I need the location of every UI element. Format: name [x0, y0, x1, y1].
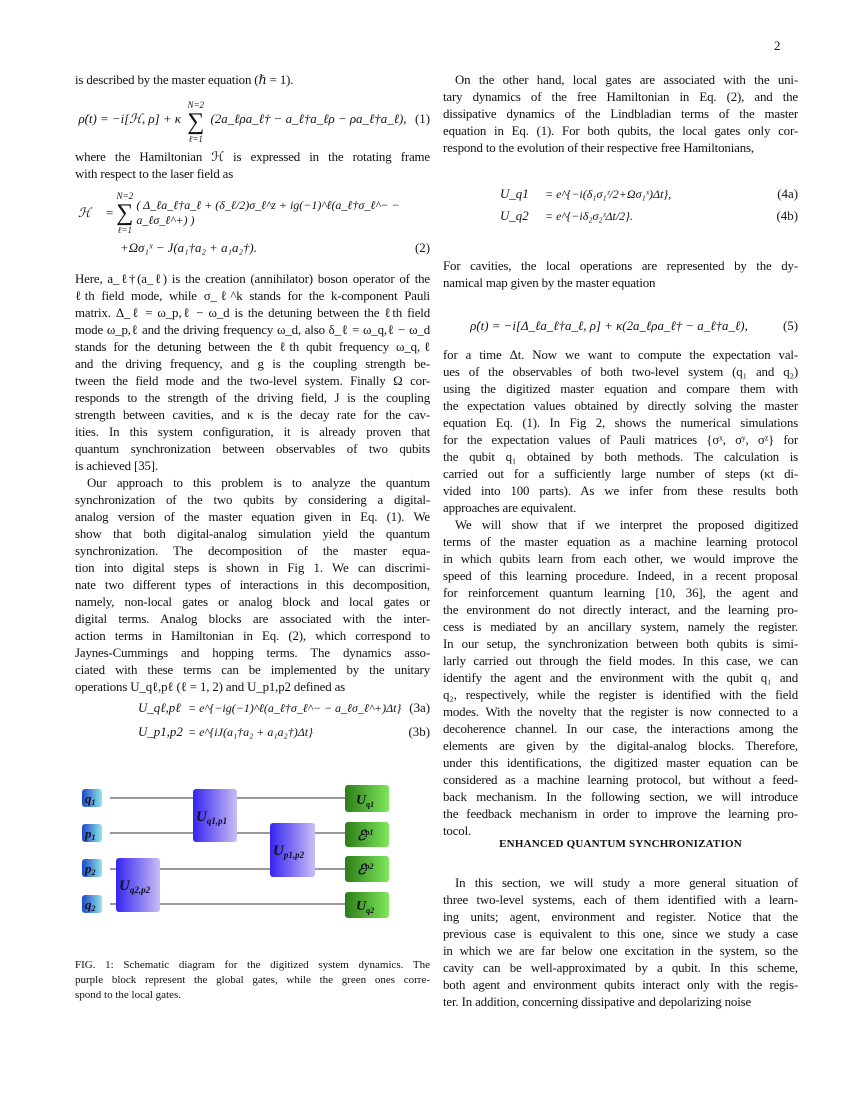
- sum-symbol: ∑ N=2 ℓ=1: [187, 100, 205, 144]
- text-line: modes. With the novelty that the register is now connected to a: [443, 705, 798, 719]
- equals-sign: =: [106, 205, 114, 220]
- equation-number: (4b): [776, 209, 798, 223]
- text-line: elements are given by the digital-analog blocks. Therefore,: [443, 739, 798, 753]
- text-line: cess is mediated by an ancillary system, namely the register.: [443, 620, 798, 634]
- text-line: cavity can be well-approximated by a qubit. In this scheme,: [443, 961, 798, 975]
- text-line: nate two different types of interactions in this decomposition,: [75, 578, 430, 592]
- equation-3a-rhs: = e^{−ig(−1)^ℓ(a_ℓ†σ_ℓ^− − a_ℓσ_ℓ^+)Δt}: [188, 701, 402, 715]
- text-line: is achieved [35].: [75, 459, 158, 473]
- text-line: equation Eq. (1). In Fig 2, shows the numerical simulations: [443, 416, 798, 430]
- text-line: Jaynes-Cummings and hopping terms. The dynamics asso-: [75, 646, 430, 660]
- text-line: equation in Eq. (1). For both qubits, the local gates only cor-: [443, 124, 798, 138]
- local-gates-paragraph: [443, 72, 798, 157]
- equation-2-lhs: ℋ: [78, 205, 91, 220]
- text-line: is described by the master equation (ℏ = 1).: [75, 73, 294, 87]
- equation-4b: [500, 208, 798, 225]
- input-label-p1: p1: [85, 826, 96, 842]
- learning-paragraph: [443, 517, 798, 840]
- text-line: terms of the master equation as a machine learning protocol: [443, 535, 798, 549]
- equation-4a-lhs: U_q1: [500, 187, 529, 201]
- equation-number: (5): [782, 319, 798, 333]
- text-line: tion into digital steps is shown in Fig 1. We can discrimi-: [75, 561, 430, 575]
- text-line: for reinforcement quantum learning [10, 36], the agent and: [443, 586, 798, 600]
- sum-lower-limit: ℓ=1: [188, 134, 203, 144]
- text-line: larly carried out through the field modes. In this case, we can: [443, 654, 798, 668]
- equation-1-lhs: ρ̇(t) = −i[ℋ, ρ] + κ: [78, 112, 181, 126]
- text-line: tary dynamics of the free Hamiltonian in Eq. (2), and the: [443, 90, 798, 104]
- gate-label-u-p1-p2: $U_{p1,p2}$: [273, 843, 305, 860]
- equation-4b-rhs: = e^{−iδ₂σ₂ᶻΔt/2}.: [545, 209, 633, 223]
- equation-number: (2): [414, 241, 430, 255]
- sum-lower-limit: ℓ=1: [117, 225, 132, 235]
- text-line: previous case is equivalent to this one, since we study a case: [443, 927, 798, 941]
- sum-upper-limit: N=2: [187, 100, 205, 110]
- text-line: the qubit q₁ obtained by both methods. The calculation is: [443, 450, 798, 464]
- hamiltonian-paragraph: [75, 149, 430, 183]
- equation-3a: [138, 700, 430, 717]
- text-line: synchronization. The decomposition of the master equa-: [75, 544, 430, 558]
- text-line: with respect to the laser field as: [75, 167, 234, 181]
- text-line: ing units; agent, environment and register. Notice that the: [443, 910, 798, 924]
- text-line: strength between cavities, and κ is the decay rate for the cav-: [75, 408, 430, 422]
- equation-4a: [500, 186, 798, 203]
- equation-2-line-2-text: +Ωσ₁ˣ − J(a₁†a₂ + a₁a₂†).: [120, 241, 257, 255]
- text-line: carried out for a sufficiently large number of steps (κt di-: [443, 467, 798, 481]
- input-label-p2: p2: [85, 861, 96, 877]
- text-line: We will show that if we interpret the proposed digitized: [455, 518, 798, 532]
- cavities-paragraph: [443, 258, 798, 292]
- text-line: the expectation values obtained by directly solving the master: [443, 399, 798, 413]
- text-line: three two-level systems, each of them identified with a learn-: [443, 893, 798, 907]
- equation-number: (3b): [408, 725, 430, 739]
- local-gate-label-e-p2: ℰ$^{p2}$: [357, 862, 374, 878]
- text-line: purple block represent the global gates, while the green ones corre-: [75, 974, 430, 986]
- text-line: respond to the evolution of their respective free Hamiltonians,: [443, 141, 754, 155]
- equation-3b-rhs: = e^{iJ(a₁†a₂ + a₁a₂†)Δt}: [188, 725, 313, 739]
- section-paragraph: [443, 875, 798, 1011]
- text-line: show that both digital-analog simulation yield the quantum: [75, 527, 430, 541]
- gate-label-u-q2-p2: $U_{q2,p2}$: [119, 878, 151, 895]
- equation-3b-lhs: U_p1,p2: [138, 725, 183, 739]
- text-line: the environment do not directly interact, and the learning pro-: [443, 603, 798, 617]
- text-line: decoherence channel. In our case, the interactions among the: [443, 722, 798, 736]
- text-line: in which we are far below one excitation in the system, so the: [443, 944, 798, 958]
- text-line: ciated with these terms can be implemented by the unitary: [75, 663, 430, 677]
- here-paragraph: [75, 271, 430, 475]
- equation-2-line-2: [120, 240, 430, 257]
- sum-upper-limit: N=2: [116, 191, 134, 201]
- text-line: namely, non-local gates or analog block and local gates or: [75, 595, 430, 609]
- equation-5-body: ρ̇(t) = −i[Δ_ℓa_ℓ†a_ℓ, ρ] + κ(2a_ℓρa_ℓ† − a_ℓ†a_ℓ),: [470, 319, 748, 333]
- approach-paragraph: [75, 475, 430, 696]
- equation-4a-rhs: = e^{−i(δ₁σ₁ᶻ/2+Ωσ₁ˣ)Δt},: [545, 187, 672, 201]
- equation-5: [443, 318, 798, 335]
- local-gate-label-e-p1: ℰ$^{p1}$: [357, 828, 374, 844]
- text-line: action terms in Hamiltonian in Eq. (2), which correspond to: [75, 629, 430, 643]
- text-line: dissipative dynamics of the Lindbladian terms of the master: [443, 107, 798, 121]
- text-line: operations U_qℓ,pℓ (ℓ = 1, 2) and U_p1,p2 defined as: [75, 680, 346, 694]
- text-line: namical map given by the master equation: [443, 276, 656, 290]
- equation-number: (3a): [409, 701, 431, 715]
- equation-3a-lhs: U_qℓ,pℓ: [138, 701, 181, 715]
- text-line: responds to the strength of the driving field, J is the coupling: [75, 391, 430, 405]
- text-line: tween the field mode and the two-level system. Finally Ω cor-: [75, 374, 430, 388]
- local-gate-label-u-q1: $U_{q1}$: [356, 793, 375, 809]
- intro-paragraph: [75, 72, 430, 89]
- local-gate-label-u-q2: $U_{q2}$: [356, 899, 375, 915]
- page-number: 2: [774, 38, 781, 53]
- text-line: ities. In this system configuration, it is already proven that: [75, 425, 430, 439]
- input-nodes: [82, 789, 102, 913]
- equation-2: [78, 191, 430, 235]
- text-line: q₂, respectively, while the register is identified with the field: [443, 688, 798, 702]
- text-line: Our approach to this problem is to analyze the quantum: [87, 476, 430, 490]
- text-line: In this section, we will study a more general situation of: [455, 876, 798, 890]
- text-line: matrix. Δ_ℓ = ω_p,ℓ − ω_d is the detuning between the ℓth field: [75, 306, 430, 320]
- text-line: for the expectation values of Pauli matrices {σˣ, σʸ, σᶻ} for: [443, 433, 798, 447]
- time-paragraph: [443, 347, 798, 517]
- text-line: ter. In addition, concerning dissipative and depolarizing noise: [443, 995, 752, 1009]
- gate-label-u-q1-p1: $U_{q1,p1}$: [196, 809, 228, 826]
- text-line: ues of the observables of both two-level system (q₁ and q₂): [443, 365, 798, 379]
- text-line: stands for the detuning between the ℓth qubit frequency ω_q,ℓ: [75, 340, 430, 354]
- text-line: where the Hamiltonian ℋ is expressed in the rotating frame: [75, 150, 430, 164]
- text-line: On the other hand, local gates are associated with the uni-: [455, 73, 798, 87]
- text-line: back mechanism. In the following section, we will introduce: [443, 790, 798, 804]
- text-line: spond to the local gates.: [75, 989, 182, 1001]
- text-line: approaches are equivalent.: [443, 501, 577, 515]
- equation-number: (4a): [777, 187, 798, 201]
- circuit-diagram: [70, 770, 400, 930]
- text-line: using the digitized master equation and compare them with: [443, 382, 798, 396]
- equation-2-line-1: ( Δ_ℓa_ℓ†a_ℓ + (δ_ℓ/2)σ_ℓ^z + ig(−1)^ℓ(a_ℓ†σ_ℓ^− − a_ℓσ_ℓ^+) ): [136, 198, 400, 227]
- text-line: In our setup, the synchronization between both qubits is simi-: [443, 637, 798, 651]
- equation-1: [78, 100, 430, 144]
- text-line: identify the agent and the environment with the qubit q₁ and: [443, 671, 798, 685]
- text-line: tocol.: [443, 824, 472, 838]
- input-label-q1: q1: [85, 791, 96, 807]
- text-line: digital terms. Analog blocks are associated with the inter-: [75, 612, 430, 626]
- text-line: for a time Δt. Now we want to compute the expectation val-: [443, 348, 798, 362]
- section-heading: ENHANCED QUANTUM SYNCHRONIZATION: [499, 838, 742, 850]
- equation-3b: [138, 724, 430, 741]
- input-label-q2: q2: [85, 897, 96, 913]
- text-line: both agent and environment qubits interact only with the regis-: [443, 978, 798, 992]
- text-line: vided into 100 parts). As we infer from these results both: [443, 484, 798, 498]
- text-line: analog version of the master equation given in Eq. (1). We: [75, 510, 430, 524]
- text-line: and the driving frequency, and g is the coupling strength be-: [75, 357, 430, 371]
- text-line: the feedback mechanism in order to improve the learning pro-: [443, 807, 798, 821]
- sum-symbol: ∑ N=2 ℓ=1: [116, 191, 134, 235]
- text-line: speed of this learning procedure. Indeed, in a recent proposal: [443, 569, 798, 583]
- text-line: ℓth field mode, while σ_ℓ^k stands for the k-component Pauli: [75, 289, 430, 303]
- text-line: Here, a_ℓ†(a_ℓ) is the creation (annihilator) boson operator of the: [75, 272, 430, 286]
- text-line: synchronization of the two qubits by considering a digital-: [75, 493, 430, 507]
- text-line: in which qubits learn from each other, we would improve the: [443, 552, 798, 566]
- text-line: For cavities, the local operations are represented by the dy-: [443, 259, 798, 273]
- text-line: quantum synchronization between observables of two qubits: [75, 442, 430, 456]
- figure-caption: [75, 958, 430, 1003]
- equation-1-body: (2a_ℓρa_ℓ† − a_ℓ†a_ℓρ − ρa_ℓ†a_ℓ),: [210, 112, 407, 126]
- text-line: FIG. 1: Schematic diagram for the digitized system dynamics. The: [75, 959, 430, 971]
- text-line: mode ω_p,ℓ and the driving frequency ω_d, also δ_ℓ = ω_q,ℓ − ω_d: [75, 323, 430, 337]
- text-line: considered as a machine learning protocol, but without a feed-: [443, 773, 798, 787]
- text-line: under this identifications, the digitized master equation can be: [443, 756, 798, 770]
- equation-4b-lhs: U_q2: [500, 209, 529, 223]
- equation-number: (1): [414, 112, 430, 126]
